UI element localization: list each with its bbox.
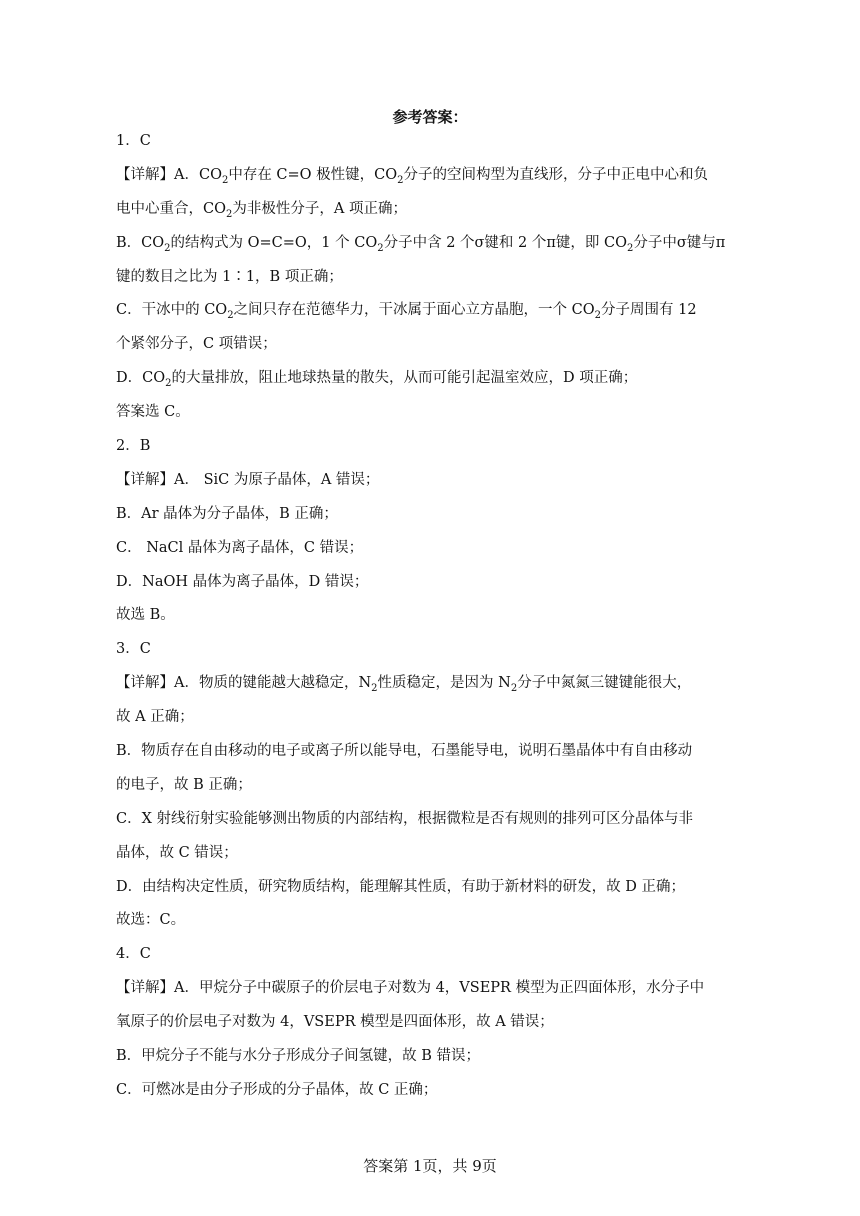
answer-body <box>116 133 736 1116</box>
text-line <box>116 269 736 303</box>
subscript: 2 <box>221 174 229 186</box>
subscript: 2 <box>165 378 172 390</box>
subscript: 2 <box>371 683 378 695</box>
text-line <box>116 1014 736 1048</box>
subscript: 2 <box>397 174 404 186</box>
text-run: C．可燃冰是由分子形成的分子晶体，故 C 正确； <box>116 1081 438 1098</box>
text-run: B．物质存在自由移动的电子或离子所以能导电，石墨能导电，说明石墨晶体中有自由移动 <box>116 743 693 760</box>
text-run: 答案选 C。 <box>116 404 190 421</box>
text-run: 晶体，故 C 错误； <box>116 844 238 861</box>
text-line <box>116 811 736 845</box>
subscript: 2 <box>510 683 518 695</box>
subscript: 2 <box>377 242 384 254</box>
text-run: 电中心重合，CO <box>116 200 226 217</box>
page-footer: 答案第 1页，共 9页 <box>363 1157 497 1175</box>
subscript: 2 <box>164 242 171 254</box>
text-line <box>116 675 736 709</box>
text-run: 分子中σ键与π <box>633 234 726 251</box>
text-run: 【详解】A． SiC 为原子晶体，A 错误； <box>116 471 380 488</box>
text-run: 为非极性分子，A 项正确； <box>232 200 407 217</box>
text-run: 分子中含 2 个σ键和 2 个π键，即 CO <box>383 234 627 251</box>
text-line <box>116 845 736 879</box>
text-run: B．CO <box>116 234 165 251</box>
text-line <box>116 980 736 1014</box>
subscript: 2 <box>594 310 602 322</box>
text-run: C．干冰中的 CO <box>116 302 228 319</box>
text-line <box>116 912 736 946</box>
text-run: 【详解】A．物质的键能越大越稳定，N <box>116 675 372 692</box>
text-run: 【详解】A．CO <box>116 166 222 183</box>
page-title: 参考答案： <box>392 108 468 126</box>
text-run: 之间只存在范德华力，干冰属于面心立方晶胞，一个 CO <box>233 302 595 319</box>
subscript: 2 <box>627 242 634 254</box>
text-run: B．Ar 晶体为分子晶体，B 正确； <box>116 505 338 522</box>
text-line <box>116 1082 736 1116</box>
text-line <box>116 336 736 370</box>
text-line <box>116 574 736 608</box>
text-line <box>116 777 736 811</box>
text-line <box>116 302 736 336</box>
text-line <box>116 472 736 506</box>
text-line <box>116 506 736 540</box>
subscript: 2 <box>225 208 233 220</box>
text-line <box>116 607 736 641</box>
text-run: D．CO <box>116 370 166 387</box>
text-run: 2．B <box>116 438 151 455</box>
text-run: D．NaOH 晶体为离子晶体，D 错误； <box>116 573 369 590</box>
subscript: 2 <box>227 310 234 322</box>
text-line <box>116 133 736 167</box>
text-run: 故选：C。 <box>116 912 186 929</box>
text-run: 的大量排放，阻止地球热量的散失，从而可能引起温室效应，D 项正确； <box>171 370 638 387</box>
text-line <box>116 167 736 201</box>
text-run: 分子周围有 12 <box>601 302 697 319</box>
text-line <box>116 946 736 980</box>
text-run: 【详解】A．甲烷分子中碳原子的价层电子对数为 4，VSEPR 模型为正四面体形，水分子中 <box>116 980 705 997</box>
text-run: 性质稳定，是因为 N <box>377 675 511 692</box>
text-line <box>116 404 736 438</box>
text-line <box>116 370 736 404</box>
text-run: 分子的空间构型为直线形，分子中正电中心和负 <box>403 166 709 183</box>
text-run: 键的数目之比为 1∶1，B 项正确； <box>116 268 343 285</box>
text-line <box>116 709 736 743</box>
text-run: 分子中氮氮三键键能很大， <box>517 675 692 692</box>
text-line <box>116 879 736 913</box>
text-line <box>116 641 736 675</box>
text-run: 中存在 C=O 极性键，CO <box>228 166 398 183</box>
text-line <box>116 201 736 235</box>
text-line <box>116 235 736 269</box>
text-run: C．X 射线衍射实验能够测出物质的内部结构，根据微粒是否有规则的排列可区分晶体与非 <box>116 810 694 827</box>
text-run: B．甲烷分子不能与水分子形成分子间氢键，故 B 错误； <box>116 1048 481 1065</box>
text-run: 个紧邻分子，C 项错误； <box>116 336 277 353</box>
text-run: 3．C <box>116 641 151 658</box>
text-line <box>116 743 736 777</box>
text-run: 1．C <box>116 133 151 149</box>
text-run: 氧原子的价层电子对数为 4，VSEPR 模型是四面体形，故 A 错误； <box>116 1014 554 1031</box>
text-run: 故选 B。 <box>116 607 175 624</box>
text-run: D．由结构决定性质，研究物质结构，能理解其性质，有助于新材料的研发，故 D 正确； <box>116 878 685 895</box>
text-run: 的结构式为 O=C=O，1 个 CO <box>170 234 378 251</box>
text-run: 4．C <box>116 946 151 963</box>
text-run: 故 A 正确； <box>116 709 194 726</box>
text-line <box>116 1048 736 1082</box>
text-run: 的电子，故 B 正确； <box>116 776 252 793</box>
text-run: C． NaCl 晶体为离子晶体，C 错误； <box>116 539 364 556</box>
text-line <box>116 540 736 574</box>
text-line <box>116 438 736 472</box>
